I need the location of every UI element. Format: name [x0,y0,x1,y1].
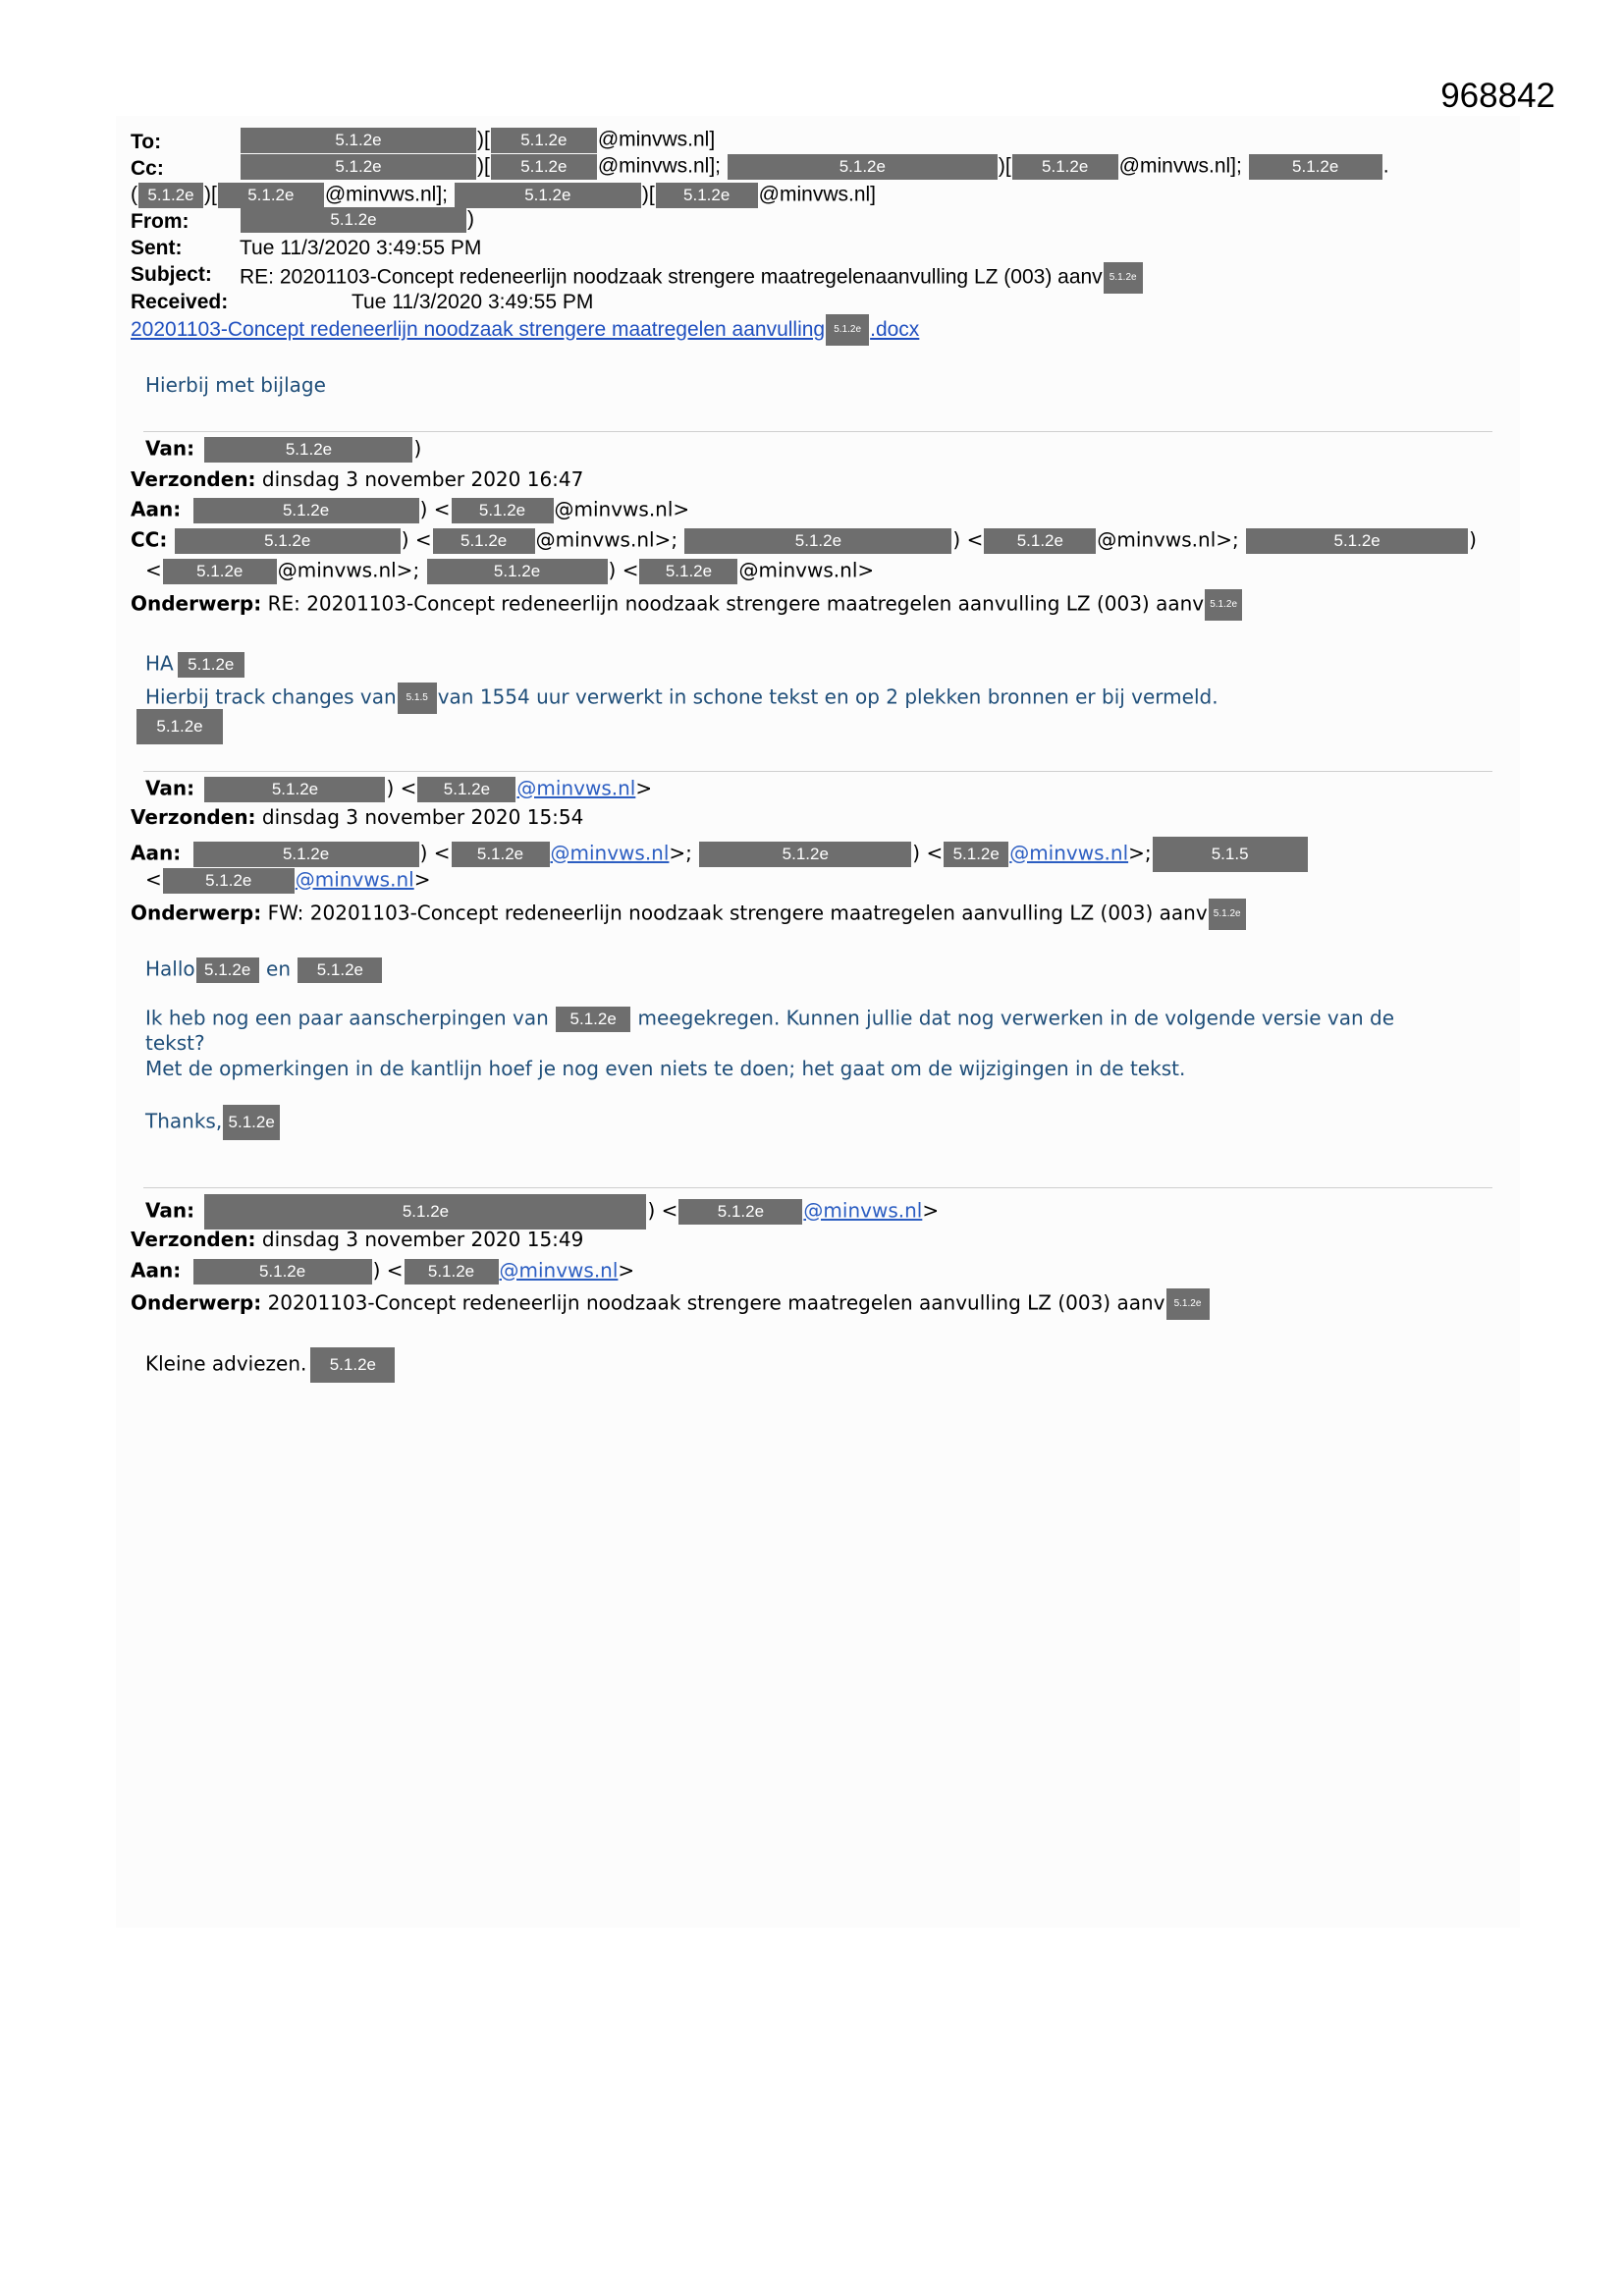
separator-text: ) [1469,527,1477,552]
body-text: Met de opmerkingen in de kantlijn hoef je nog even niets te doen; het gaat om de wijzigingen in de tekst. [145,1057,1186,1080]
separator-text: )[ [641,183,655,206]
separator-text: ) < [401,527,432,552]
redaction: 5.1.2e [452,498,554,523]
redaction: 5.1.2e [193,498,419,523]
aan-label: Aan: [131,497,182,521]
separator-text: . [1382,154,1389,178]
greeting-text: en [266,957,291,981]
header-to-row [131,128,716,153]
verzonden-value: dinsdag 3 november 2020 16:47 [261,467,584,491]
email-domain: @minvws.nl]; [597,154,721,178]
redaction: 5.1.2e [1012,154,1118,180]
verzonden-label: Verzonden: [131,1228,256,1251]
sent-value: Tue 11/3/2020 3:49:55 PM [240,237,482,259]
separator-text: ) < [647,1198,678,1223]
redaction: 5.1.2e [639,559,737,584]
redaction: 5.1.2e [826,314,869,346]
separator-text: >; [1128,841,1152,865]
sent-label: Sent: [131,237,183,259]
from-label: From: [131,210,189,233]
onderwerp-value: FW: 20201103-Concept redeneerlijn noodzaak strengere maatregelen aanvulling LZ (003) aanv [267,901,1208,925]
van-label: Van: [145,776,195,800]
redaction: 5.1.2e [196,957,259,983]
van-row [145,1194,939,1230]
onderwerp-row [131,1288,1211,1320]
redaction: 5.1.2e [405,1259,499,1285]
verzonden-label: Verzonden: [131,805,256,829]
closing-text: Thanks, [145,1109,223,1133]
redaction: 5.1.5 [398,683,437,714]
redaction: 5.1.2e [204,777,385,802]
separator-text: )[ [998,154,1011,178]
redaction: 5.1.2e [684,528,951,554]
redaction: 5.1.2e [678,1199,802,1225]
aan-label: Aan: [131,1258,182,1283]
header-cc-row-continued [131,183,876,208]
attachment-row [131,314,919,346]
cc-row-continued [145,559,874,584]
message-separator [143,771,1492,772]
separator-text: ( [131,183,137,206]
email-domain: @minvws.nl>; [277,558,420,582]
separator-text: > [413,867,431,892]
separator-text: < [145,867,162,892]
redaction: 5.1.2e [223,1105,280,1140]
redaction: 5.1.2e [1205,589,1242,621]
redaction: 5.1.2e [178,652,244,678]
redaction: 5.1.2e [491,128,597,153]
message-separator [143,1187,1492,1188]
greeting-text: Hallo [145,957,195,981]
greeting-text: HA [145,651,174,676]
body-text: Hierbij met bijlage [145,373,326,397]
body-text [145,683,1218,714]
redaction: 5.1.2e [656,183,758,208]
redaction: 5.1.2e [241,207,466,233]
redaction: 5.1.2e [984,528,1096,554]
redaction: 5.1.2e [699,842,911,867]
redaction: 5.1.2e [163,559,277,584]
redaction: 5.1.2e [944,842,1008,867]
document-number: 968842 [1440,77,1555,115]
aan-row [131,1259,634,1285]
redaction: 5.1.2e [204,437,412,463]
separator-text: >; [669,841,692,865]
redaction: 5.1.2e [427,559,608,584]
separator-text: ) < [386,776,417,800]
email-domain: @minvws.nl>; [1097,527,1239,552]
email-domain: @minvws.nl]; [1118,154,1242,178]
onderwerp-row [131,899,1247,930]
onderwerp-row [131,589,1243,621]
redaction: 5.1.2e [417,777,515,802]
body-text-part: Ik heb nog een paar aanscherpingen van [145,1006,549,1030]
email-domain: @minvws.nl> [738,558,875,582]
email-domain: @minvws.nl>; [535,527,678,552]
verzonden-value: dinsdag 3 november 2020 15:49 [261,1228,584,1251]
van-label: Van: [145,1198,195,1223]
verzonden-row [131,1230,583,1249]
header-cc-row [131,154,1389,180]
redaction: 5.1.2e [136,709,223,744]
verzonden-label: Verzonden: [131,467,256,491]
van-row [145,777,652,802]
email-link[interactable]: @minvws.nl [516,776,636,800]
redaction: 5.1.2e [433,528,535,554]
cc-label: Cc: [131,157,164,180]
cc-label: CC: [131,527,168,552]
separator-text: ) [413,436,422,461]
redaction: 5.1.2e [1166,1288,1210,1320]
subject-label: Subject: [131,263,212,286]
email-domain: @minvws.nl> [554,497,690,521]
redaction: 5.1.2e [491,154,597,180]
separator-text: )[ [204,183,217,206]
redaction: 5.1.2e [1246,528,1468,554]
separator-text: )[ [477,128,490,151]
header-received-row [131,291,594,313]
redaction: 5.1.2e [452,842,550,867]
greeting [145,957,383,983]
redaction: 5.1.2e [193,1259,372,1285]
email-domain: @minvws.nl] [597,128,716,151]
onderwerp-label: Onderwerp: [131,1290,262,1315]
aan-row [131,498,689,523]
separator-text: ) < [912,841,944,865]
body-text-part: meegekregen. Kunnen jullie dat nog verwerken in de volgende versie van de [637,1006,1395,1030]
onderwerp-label: Onderwerp: [131,591,262,616]
signature [135,709,224,744]
redaction: 5.1.2e [241,128,476,153]
redaction: 5.1.2e [138,183,203,208]
email-link[interactable]: @minvws.nl [295,867,414,892]
body-text-part: Kleine adviezen. [145,1351,307,1376]
received-value: Tue 11/3/2020 3:49:55 PM [352,291,594,313]
email-link[interactable]: @minvws.nl [1009,841,1129,865]
email-link[interactable]: @minvws.nl [550,841,670,865]
onderwerp-value: 20201103-Concept redeneerlijn noodzaak strengere maatregelen aanvulling LZ (003) aanv [267,1290,1165,1315]
header-subject-row [131,263,1137,289]
redaction: 5.1.2e [310,1347,395,1383]
separator-text: ) [467,207,474,231]
body-text-part: Hierbij track changes van [145,684,397,709]
separator-text: ) < [419,841,451,865]
separator-text: > [635,776,653,800]
email-link[interactable]: @minvws.nl [803,1198,923,1223]
message-separator [143,431,1492,432]
aan-row-continued [145,868,430,894]
greeting [145,652,245,678]
separator-text: ) < [608,558,639,582]
email-link[interactable]: @minvws.nl [499,1258,619,1283]
separator-text: )[ [477,154,490,178]
separator-text: ) < [952,527,984,552]
redaction: 5.1.2e [298,957,382,983]
onderwerp-label: Onderwerp: [131,901,262,925]
van-row [145,437,421,463]
subject-value: RE: 20201103-Concept redeneerlijn noodzaak strengere maatregelenaanvulling LZ (003) aanv [240,265,1103,289]
email-domain: @minvws.nl] [758,183,877,206]
redaction: 5.1.2e [556,1007,630,1032]
to-label: To: [131,131,162,153]
separator-text: > [618,1258,635,1283]
separator-text: ) < [419,497,451,521]
aan-label: Aan: [131,841,182,865]
redaction: 5.1.2e [1209,899,1246,930]
body-text [145,1007,1394,1032]
separator-text: < [145,558,162,582]
verzonden-row [131,469,583,489]
header-from-row [131,207,474,233]
header-sent-row [131,237,482,259]
attachment-link-text: 20201103-Concept redeneerlijn noodzaak strengere maatregelen aanvulling [131,317,826,341]
verzonden-value: dinsdag 3 november 2020 15:54 [261,805,584,829]
redaction: 5.1.2e [193,842,419,867]
cc-row [131,528,1477,554]
attachment-link[interactable] [131,318,919,341]
redaction: 5.1.2e [204,1194,646,1230]
redaction: 5.1.2e [241,154,476,180]
redaction: 5.1.2e [218,183,324,208]
received-label: Received: [131,291,229,313]
redaction: 5.1.2e [1104,262,1143,294]
redaction: 5.1.2e [728,154,998,180]
separator-text: > [922,1198,940,1223]
body-text-part: van 1554 uur verwerkt in schone tekst en op 2 plekken bronnen er bij vermeld. [437,684,1218,709]
van-label: Van: [145,436,195,461]
redaction: 5.1.2e [163,868,295,894]
verzonden-row [131,807,583,827]
body-text-continued: tekst? [145,1031,205,1055]
onderwerp-value: RE: 20201103-Concept redeneerlijn noodzaak strengere maatregelen aanvulling LZ (003) aanv [267,591,1205,616]
redaction: 5.1.2e [175,528,401,554]
email-domain: @minvws.nl]; [324,183,448,206]
redaction: 5.1.5 [1153,837,1308,872]
attachment-link-ext: .docx [870,317,920,341]
separator-text: ) < [372,1258,404,1283]
body-text [145,1347,396,1383]
redaction: 5.1.2e [455,183,641,208]
redaction: 5.1.2e [1249,154,1382,180]
closing [145,1105,281,1140]
